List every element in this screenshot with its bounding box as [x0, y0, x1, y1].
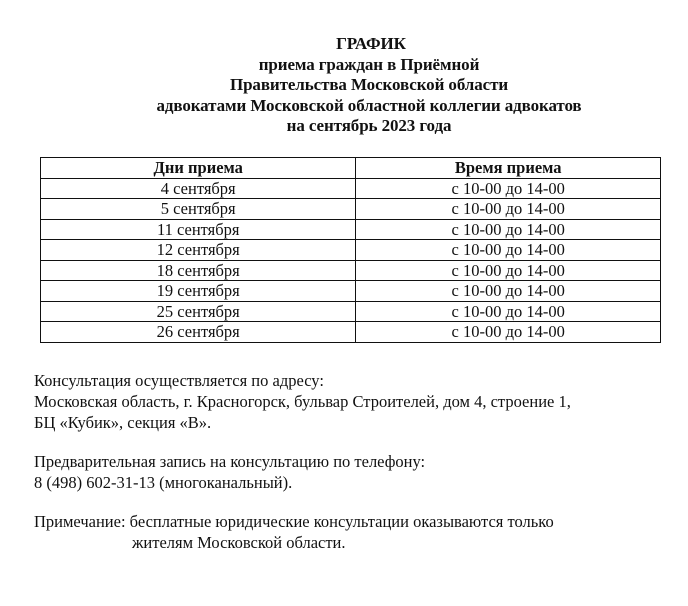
cell-time: с 10-00 до 14-00 — [356, 322, 661, 343]
cell-day: 19 сентября — [41, 281, 356, 302]
cell-day: 26 сентября — [41, 322, 356, 343]
note-text: Примечание: бесплатные юридические консультации оказываются только — [34, 512, 554, 531]
phone-section — [34, 451, 425, 493]
table-row — [41, 199, 661, 220]
cell-day: 11 сентября — [41, 219, 356, 240]
table-row — [41, 322, 661, 343]
cell-time: с 10-00 до 14-00 — [356, 219, 661, 240]
column-header-days: Дни приема — [41, 158, 356, 179]
document-title — [0, 34, 688, 137]
schedule-table — [40, 157, 661, 343]
address-text: БЦ «Кубик», секция «В». — [34, 413, 212, 432]
table-row — [41, 281, 661, 302]
title-subtitle-line: приема граждан в Приёмной — [258, 54, 480, 74]
cell-day: 18 сентября — [41, 260, 356, 281]
phone-label: Предварительная запись на консультацию по телефону: — [34, 452, 426, 471]
title-period-line: на сентябрь 2023 года — [286, 116, 452, 135]
table-row — [41, 260, 661, 281]
title-subtitle-line: Правительства Московской области — [229, 75, 509, 94]
cell-time: с 10-00 до 14-00 — [356, 281, 661, 302]
cell-day: 25 сентября — [41, 301, 356, 322]
table-row — [41, 178, 661, 199]
title-heading: ГРАФИК — [336, 34, 406, 53]
column-header-time: Время приема — [356, 158, 661, 179]
cell-day: 5 сентября — [41, 199, 356, 220]
address-section — [34, 370, 571, 433]
cell-day: 12 сентября — [41, 240, 356, 261]
table-header-row — [41, 158, 661, 179]
cell-time: с 10-00 до 14-00 — [356, 178, 661, 199]
cell-time: с 10-00 до 14-00 — [356, 199, 661, 220]
address-text: Московская область, г. Красногорск, бульвар Строителей, дом 4, строение 1, — [34, 392, 571, 411]
cell-time: с 10-00 до 14-00 — [356, 240, 661, 261]
address-label: Консультация осуществляется по адресу: — [34, 371, 324, 390]
table-row — [41, 240, 661, 261]
cell-time: с 10-00 до 14-00 — [356, 301, 661, 322]
note-text: жителям Московской области. — [132, 533, 346, 552]
cell-time: с 10-00 до 14-00 — [356, 260, 661, 281]
cell-day: 4 сентября — [41, 178, 356, 199]
table-row — [41, 219, 661, 240]
note-section — [34, 511, 554, 553]
title-subtitle-line: адвокатами Московской областной коллегии адвокатов — [156, 95, 582, 115]
phone-number: 8 (498) 602-31-13 (многоканальный). — [34, 473, 293, 492]
table-row — [41, 301, 661, 322]
